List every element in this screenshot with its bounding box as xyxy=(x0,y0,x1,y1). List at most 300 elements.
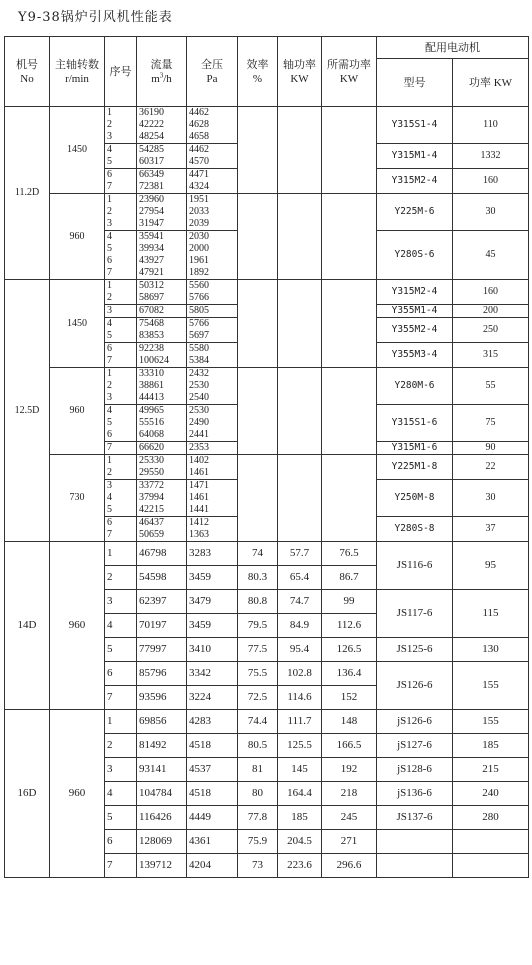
flow-cell: 93596 xyxy=(137,686,187,710)
pressure-cell: 4324 xyxy=(187,181,238,194)
required-power-cell xyxy=(322,119,377,131)
speed-cell: 960 xyxy=(50,368,105,455)
seq-cell: 4 xyxy=(105,614,137,638)
efficiency-cell xyxy=(238,517,278,530)
efficiency-cell xyxy=(238,405,278,418)
motor-type-cell: Y355M1-4 xyxy=(377,305,453,318)
motor-type-cell: Y315S1-4 xyxy=(377,107,453,144)
efficiency-cell xyxy=(238,292,278,305)
required-power-cell xyxy=(322,280,377,293)
flow-cell: 128069 xyxy=(137,830,187,854)
seq-cell: 4 xyxy=(105,492,137,504)
seq-cell: 4 xyxy=(105,231,137,244)
shaft-power-cell xyxy=(278,368,322,381)
efficiency-cell xyxy=(238,156,278,169)
seq-cell: 1 xyxy=(105,542,137,566)
pressure-cell: 4449 xyxy=(187,806,238,830)
shaft-power-cell xyxy=(278,243,322,255)
shaft-power-cell xyxy=(278,417,322,429)
seq-cell: 4 xyxy=(105,144,137,157)
required-power-cell xyxy=(322,218,377,231)
shaft-power-cell xyxy=(278,255,322,267)
seq-cell: 2 xyxy=(105,467,137,480)
shaft-power-cell: 111.7 xyxy=(278,710,322,734)
pressure-cell: 5805 xyxy=(187,305,238,318)
required-power-cell xyxy=(322,181,377,194)
flow-cell: 66620 xyxy=(137,442,187,455)
seq-cell: 5 xyxy=(105,638,137,662)
pressure-cell: 1402 xyxy=(187,455,238,468)
header-speed: 主轴转数 r/min xyxy=(50,37,105,107)
seq-cell: 6 xyxy=(105,429,137,442)
efficiency-cell: 80.3 xyxy=(238,566,278,590)
shaft-power-cell xyxy=(278,392,322,405)
header-model: 机号 No xyxy=(5,37,50,107)
flow-cell: 93141 xyxy=(137,758,187,782)
required-power-cell xyxy=(322,504,377,517)
seq-cell: 6 xyxy=(105,517,137,530)
shaft-power-cell: 223.6 xyxy=(278,854,322,878)
motor-power-cell: 280 xyxy=(453,806,529,830)
table-row xyxy=(5,368,529,381)
motor-type-cell: jS136-6 xyxy=(377,782,453,806)
flow-cell: 46798 xyxy=(137,542,187,566)
shaft-power-cell: 74.7 xyxy=(278,590,322,614)
motor-type-cell: Y225M1-8 xyxy=(377,455,453,480)
header-motor-type: 型号 xyxy=(377,59,453,107)
required-power-cell xyxy=(322,392,377,405)
flow-cell: 23960 xyxy=(137,194,187,207)
required-power-cell xyxy=(322,517,377,530)
pressure-cell: 2530 xyxy=(187,405,238,418)
flow-cell: 100624 xyxy=(137,355,187,368)
shaft-power-cell xyxy=(278,119,322,131)
flow-cell: 62397 xyxy=(137,590,187,614)
required-power-cell xyxy=(322,417,377,429)
motor-type-cell: Y250M-8 xyxy=(377,480,453,517)
efficiency-cell xyxy=(238,355,278,368)
efficiency-cell xyxy=(238,305,278,318)
required-power-cell: 148 xyxy=(322,710,377,734)
pressure-cell: 4462 xyxy=(187,144,238,157)
flow-cell: 58697 xyxy=(137,292,187,305)
motor-power-cell: 95 xyxy=(453,542,529,590)
shaft-power-cell: 114.6 xyxy=(278,686,322,710)
flow-cell: 43927 xyxy=(137,255,187,267)
required-power-cell xyxy=(322,292,377,305)
pressure-cell: 4204 xyxy=(187,854,238,878)
pressure-cell: 4471 xyxy=(187,169,238,182)
efficiency-cell: 80 xyxy=(238,782,278,806)
required-power-cell xyxy=(322,429,377,442)
seq-cell: 1 xyxy=(105,280,137,293)
motor-power-cell: 55 xyxy=(453,368,529,405)
pressure-cell: 3459 xyxy=(187,566,238,590)
efficiency-cell xyxy=(238,267,278,280)
efficiency-cell xyxy=(238,169,278,182)
flow-cell: 33772 xyxy=(137,480,187,493)
pressure-cell: 3410 xyxy=(187,638,238,662)
shaft-power-cell xyxy=(278,156,322,169)
motor-type-cell: Y280S-8 xyxy=(377,517,453,542)
motor-type-cell: Y280S-6 xyxy=(377,231,453,280)
efficiency-cell xyxy=(238,529,278,542)
table-row xyxy=(5,542,529,566)
shaft-power-cell xyxy=(278,206,322,218)
required-power-cell xyxy=(322,107,377,120)
efficiency-cell: 74.4 xyxy=(238,710,278,734)
efficiency-cell xyxy=(238,392,278,405)
efficiency-cell xyxy=(238,467,278,480)
efficiency-cell xyxy=(238,368,278,381)
seq-cell: 4 xyxy=(105,405,137,418)
seq-cell: 5 xyxy=(105,243,137,255)
motor-type-cell: Y355M2-4 xyxy=(377,318,453,343)
seq-cell: 4 xyxy=(105,782,137,806)
shaft-power-cell: 145 xyxy=(278,758,322,782)
flow-cell: 42222 xyxy=(137,119,187,131)
seq-cell: 2 xyxy=(105,380,137,392)
shaft-power-cell xyxy=(278,429,322,442)
pressure-cell: 5580 xyxy=(187,343,238,356)
speed-cell: 730 xyxy=(50,455,105,542)
required-power-cell xyxy=(322,368,377,381)
shaft-power-cell xyxy=(278,405,322,418)
flow-cell: 44413 xyxy=(137,392,187,405)
seq-cell: 2 xyxy=(105,119,137,131)
shaft-power-cell xyxy=(278,517,322,530)
pressure-cell: 5766 xyxy=(187,292,238,305)
shaft-power-cell: 57.7 xyxy=(278,542,322,566)
table-row xyxy=(5,710,529,734)
seq-cell: 7 xyxy=(105,529,137,542)
shaft-power-cell xyxy=(278,492,322,504)
seq-cell: 2 xyxy=(105,292,137,305)
efficiency-cell: 73 xyxy=(238,854,278,878)
required-power-cell: 136.4 xyxy=(322,662,377,686)
required-power-cell xyxy=(322,305,377,318)
flow-cell: 81492 xyxy=(137,734,187,758)
required-power-cell xyxy=(322,355,377,368)
shaft-power-cell xyxy=(278,144,322,157)
page-title: Y9-38锅炉引风机性能表 xyxy=(18,10,173,25)
efficiency-cell xyxy=(238,429,278,442)
required-power-cell xyxy=(322,480,377,493)
speed-cell: 1450 xyxy=(50,107,105,194)
efficiency-cell xyxy=(238,181,278,194)
header-required-power: 所需功率 KW xyxy=(322,37,377,107)
shaft-power-cell xyxy=(278,181,322,194)
motor-type-cell: Y225M-6 xyxy=(377,194,453,231)
motor-type-cell: Y355M3-4 xyxy=(377,343,453,368)
shaft-power-cell xyxy=(278,318,322,331)
flow-cell: 77997 xyxy=(137,638,187,662)
table-row xyxy=(5,107,529,120)
model-cell: 11.2D xyxy=(5,107,50,280)
required-power-cell xyxy=(322,267,377,280)
motor-power-cell: 185 xyxy=(453,734,529,758)
seq-cell: 5 xyxy=(105,417,137,429)
pressure-cell: 1461 xyxy=(187,467,238,480)
motor-power-cell: 130 xyxy=(453,638,529,662)
seq-cell: 2 xyxy=(105,566,137,590)
flow-cell: 33310 xyxy=(137,368,187,381)
shaft-power-cell xyxy=(278,280,322,293)
efficiency-cell: 75.5 xyxy=(238,662,278,686)
efficiency-cell xyxy=(238,144,278,157)
required-power-cell xyxy=(322,255,377,267)
efficiency-cell: 80.5 xyxy=(238,734,278,758)
motor-power-cell: 160 xyxy=(453,280,529,305)
flow-cell: 54598 xyxy=(137,566,187,590)
shaft-power-cell xyxy=(278,480,322,493)
flow-cell: 50312 xyxy=(137,280,187,293)
motor-type-cell: JS125-6 xyxy=(377,638,453,662)
motor-power-cell: 160 xyxy=(453,169,529,194)
shaft-power-cell xyxy=(278,231,322,244)
flow-cell: 60317 xyxy=(137,156,187,169)
shaft-power-cell xyxy=(278,380,322,392)
efficiency-cell xyxy=(238,318,278,331)
shaft-power-cell: 185 xyxy=(278,806,322,830)
efficiency-cell xyxy=(238,131,278,144)
efficiency-cell xyxy=(238,480,278,493)
seq-cell: 1 xyxy=(105,194,137,207)
seq-cell: 5 xyxy=(105,806,137,830)
required-power-cell xyxy=(322,231,377,244)
seq-cell: 4 xyxy=(105,318,137,331)
required-power-cell xyxy=(322,529,377,542)
flow-cell: 42215 xyxy=(137,504,187,517)
required-power-cell xyxy=(322,144,377,157)
pressure-cell: 3342 xyxy=(187,662,238,686)
flow-cell: 72381 xyxy=(137,181,187,194)
flow-cell: 55516 xyxy=(137,417,187,429)
speed-cell: 960 xyxy=(50,194,105,280)
required-power-cell: 192 xyxy=(322,758,377,782)
seq-cell: 6 xyxy=(105,169,137,182)
required-power-cell xyxy=(322,405,377,418)
required-power-cell: 218 xyxy=(322,782,377,806)
motor-power-cell: 22 xyxy=(453,455,529,480)
flow-cell: 48254 xyxy=(137,131,187,144)
efficiency-cell xyxy=(238,119,278,131)
required-power-cell xyxy=(322,156,377,169)
seq-cell: 1 xyxy=(105,455,137,468)
efficiency-cell xyxy=(238,492,278,504)
shaft-power-cell xyxy=(278,504,322,517)
efficiency-cell xyxy=(238,455,278,468)
motor-power-cell: 1332 xyxy=(453,144,529,169)
pressure-cell: 2353 xyxy=(187,442,238,455)
efficiency-cell: 79.5 xyxy=(238,614,278,638)
flow-cell: 69856 xyxy=(137,710,187,734)
efficiency-cell xyxy=(238,504,278,517)
flow-cell: 47921 xyxy=(137,267,187,280)
shaft-power-cell: 95.4 xyxy=(278,638,322,662)
motor-type-cell: JS117-6 xyxy=(377,590,453,638)
table-header xyxy=(5,37,529,107)
flow-cell: 70197 xyxy=(137,614,187,638)
shaft-power-cell xyxy=(278,218,322,231)
flow-cell: 35941 xyxy=(137,231,187,244)
seq-cell: 7 xyxy=(105,181,137,194)
shaft-power-cell xyxy=(278,455,322,468)
flow-cell: 116426 xyxy=(137,806,187,830)
header-flow: 流量 $m^3/h$ xyxy=(137,37,187,107)
pressure-cell: 1461 xyxy=(187,492,238,504)
seq-cell: 7 xyxy=(105,267,137,280)
header-pressure: 全压 Pa xyxy=(187,37,238,107)
motor-type-cell: jS128-6 xyxy=(377,758,453,782)
motor-type-cell: Y315M1-4 xyxy=(377,144,453,169)
seq-cell: 3 xyxy=(105,218,137,231)
shaft-power-cell xyxy=(278,169,322,182)
motor-power-cell: 45 xyxy=(453,231,529,280)
pressure-cell: 2432 xyxy=(187,368,238,381)
motor-power-cell xyxy=(453,830,529,854)
efficiency-cell xyxy=(238,417,278,429)
pressure-cell: 4283 xyxy=(187,710,238,734)
required-power-cell: 76.5 xyxy=(322,542,377,566)
efficiency-cell xyxy=(238,280,278,293)
motor-type-cell: Y315M1-6 xyxy=(377,442,453,455)
motor-type-cell: Y280M-6 xyxy=(377,368,453,405)
required-power-cell xyxy=(322,318,377,331)
seq-cell: 5 xyxy=(105,504,137,517)
efficiency-cell xyxy=(238,218,278,231)
required-power-cell xyxy=(322,243,377,255)
pressure-cell: 5560 xyxy=(187,280,238,293)
pressure-cell: 5766 xyxy=(187,318,238,331)
motor-type-cell: JS126-6 xyxy=(377,662,453,710)
required-power-cell xyxy=(322,131,377,144)
required-power-cell: 112.6 xyxy=(322,614,377,638)
shaft-power-cell xyxy=(278,107,322,120)
efficiency-cell xyxy=(238,206,278,218)
shaft-power-cell xyxy=(278,442,322,455)
pressure-cell: 1951 xyxy=(187,194,238,207)
required-power-cell: 271 xyxy=(322,830,377,854)
seq-cell: 2 xyxy=(105,206,137,218)
efficiency-cell xyxy=(238,343,278,356)
motor-power-cell: 30 xyxy=(453,480,529,517)
flow-cell: 64068 xyxy=(137,429,187,442)
seq-cell: 3 xyxy=(105,131,137,144)
efficiency-cell xyxy=(238,255,278,267)
shaft-power-cell xyxy=(278,330,322,343)
seq-cell: 1 xyxy=(105,107,137,120)
flow-cell: 38861 xyxy=(137,380,187,392)
required-power-cell xyxy=(322,169,377,182)
flow-cell: 92238 xyxy=(137,343,187,356)
efficiency-cell: 75.9 xyxy=(238,830,278,854)
motor-type-cell: Y315M2-4 xyxy=(377,169,453,194)
required-power-cell: 99 xyxy=(322,590,377,614)
motor-type-cell: jS126-6 xyxy=(377,710,453,734)
pressure-cell: 4462 xyxy=(187,107,238,120)
shaft-power-cell: 125.5 xyxy=(278,734,322,758)
speed-cell: 960 xyxy=(50,542,105,710)
seq-cell: 3 xyxy=(105,480,137,493)
motor-power-cell: 240 xyxy=(453,782,529,806)
table-row xyxy=(5,194,529,207)
pressure-cell: 1363 xyxy=(187,529,238,542)
required-power-cell xyxy=(322,467,377,480)
efficiency-cell xyxy=(238,380,278,392)
table-row xyxy=(5,455,529,468)
pressure-cell: 4628 xyxy=(187,119,238,131)
flow-cell: 31947 xyxy=(137,218,187,231)
required-power-cell xyxy=(322,194,377,207)
pressure-cell: 3224 xyxy=(187,686,238,710)
header-motor-power: 功率 KW xyxy=(453,59,529,107)
efficiency-cell: 81 xyxy=(238,758,278,782)
pressure-cell: 4518 xyxy=(187,782,238,806)
motor-power-cell: 30 xyxy=(453,194,529,231)
seq-cell: 5 xyxy=(105,330,137,343)
pressure-cell: 4361 xyxy=(187,830,238,854)
header-shaft-power: 轴功率 KW xyxy=(278,37,322,107)
motor-power-cell: 90 xyxy=(453,442,529,455)
header-motor: 配用电动机 xyxy=(377,37,529,59)
shaft-power-cell xyxy=(278,194,322,207)
pressure-cell: 4658 xyxy=(187,131,238,144)
model-cell: 12.5D xyxy=(5,280,50,542)
motor-power-cell: 75 xyxy=(453,405,529,442)
pressure-cell: 5697 xyxy=(187,330,238,343)
motor-power-cell: 110 xyxy=(453,107,529,144)
shaft-power-cell xyxy=(278,305,322,318)
shaft-power-cell: 164.4 xyxy=(278,782,322,806)
pressure-cell: 1961 xyxy=(187,255,238,267)
seq-cell: 7 xyxy=(105,442,137,455)
shaft-power-cell xyxy=(278,467,322,480)
seq-cell: 3 xyxy=(105,590,137,614)
pressure-cell: 3459 xyxy=(187,614,238,638)
flow-cell: 75468 xyxy=(137,318,187,331)
seq-cell: 1 xyxy=(105,368,137,381)
efficiency-cell xyxy=(238,194,278,207)
motor-power-cell: 155 xyxy=(453,710,529,734)
flow-cell: 50659 xyxy=(137,529,187,542)
seq-cell: 6 xyxy=(105,343,137,356)
pressure-cell: 4570 xyxy=(187,156,238,169)
flow-cell: 27954 xyxy=(137,206,187,218)
required-power-cell: 296.6 xyxy=(322,854,377,878)
efficiency-cell xyxy=(238,107,278,120)
shaft-power-cell xyxy=(278,529,322,542)
flow-cell: 67082 xyxy=(137,305,187,318)
flow-cell: 37994 xyxy=(137,492,187,504)
flow-cell: 25330 xyxy=(137,455,187,468)
flow-cell: 29550 xyxy=(137,467,187,480)
flow-cell: 46437 xyxy=(137,517,187,530)
seq-cell: 6 xyxy=(105,830,137,854)
motor-type-cell: jS127-6 xyxy=(377,734,453,758)
motor-power-cell: 37 xyxy=(453,517,529,542)
shaft-power-cell xyxy=(278,131,322,144)
flow-cell: 39934 xyxy=(137,243,187,255)
efficiency-cell: 74 xyxy=(238,542,278,566)
shaft-power-cell: 204.5 xyxy=(278,830,322,854)
model-cell: 14D xyxy=(5,542,50,710)
pressure-cell: 2530 xyxy=(187,380,238,392)
shaft-power-cell xyxy=(278,292,322,305)
motor-power-cell: 315 xyxy=(453,343,529,368)
pressure-cell: 4518 xyxy=(187,734,238,758)
pressure-cell: 2000 xyxy=(187,243,238,255)
